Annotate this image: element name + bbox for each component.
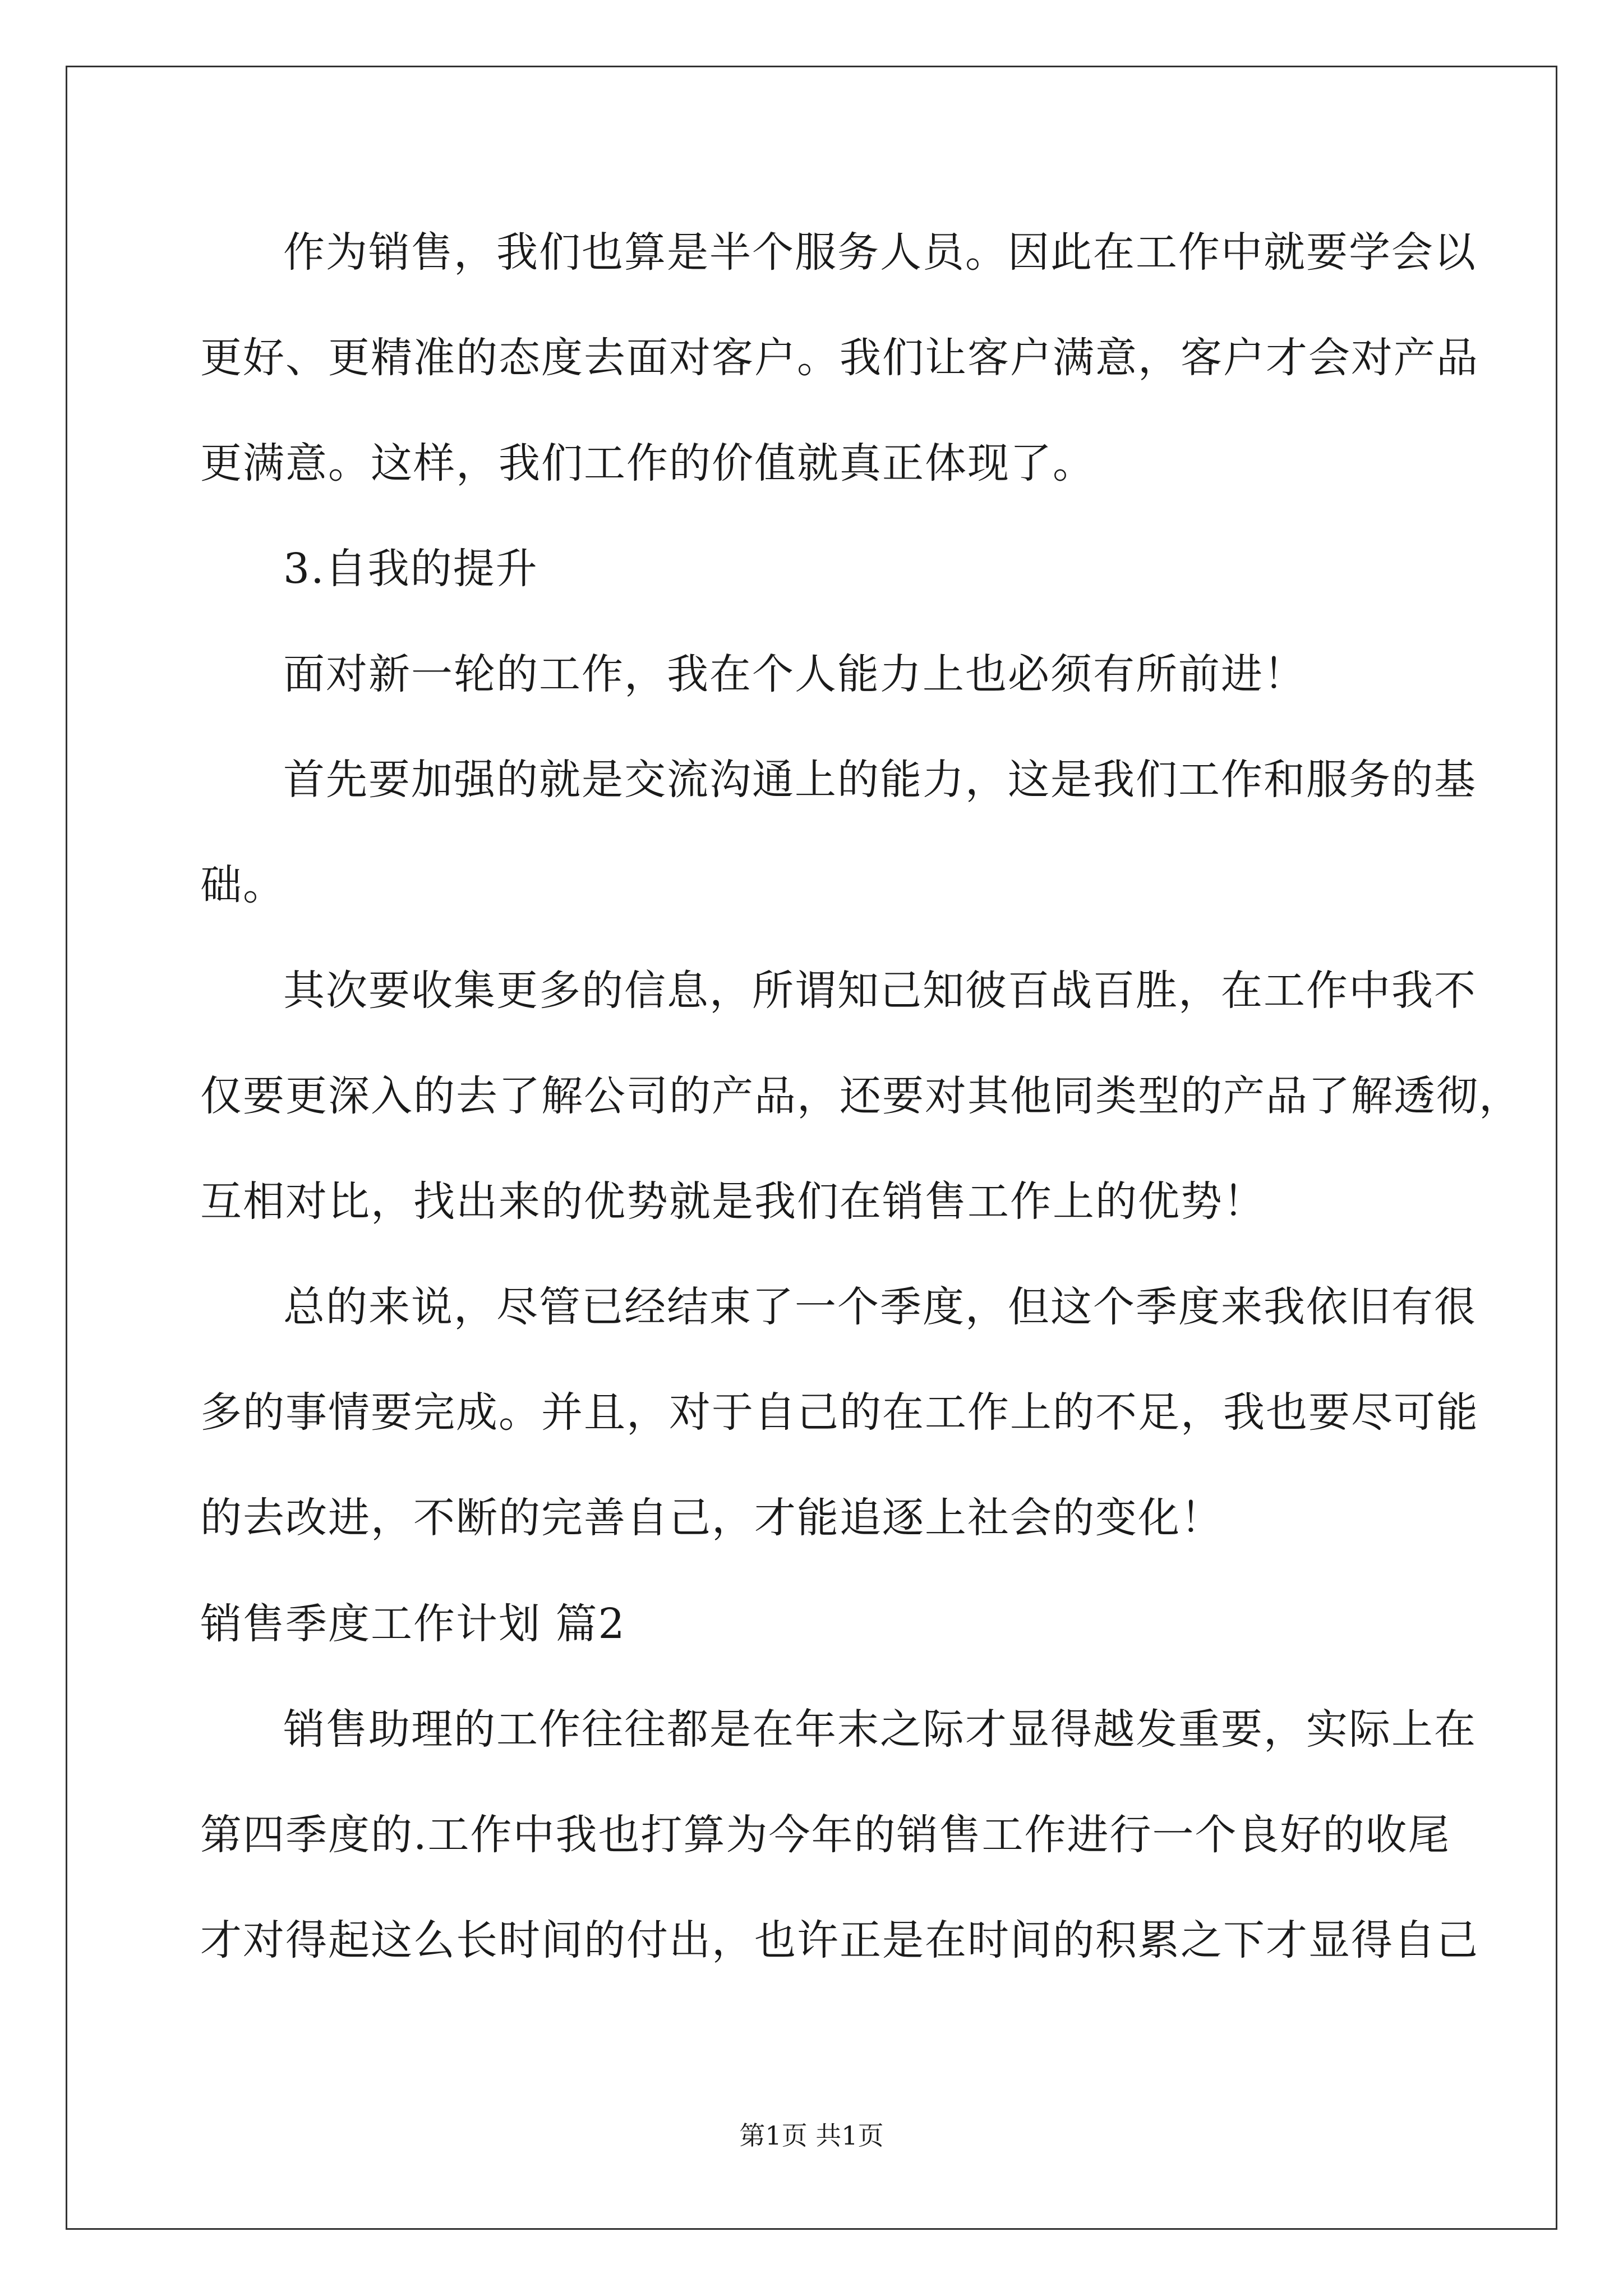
page-number: 第1页 共1页 — [739, 2120, 884, 2151]
paragraph-line: 互相对比，找出来的优势就是我们在销售工作上的优势！ — [200, 1177, 1266, 1226]
paragraph-line: 作为销售，我们也算是半个服务人员。因此在工作中就要学会以 — [283, 228, 1477, 277]
paragraph-line: 仅要更深入的去了解公司的产品，还要对其他同类型的产品了解透彻， — [200, 1072, 1521, 1120]
paragraph-line: 其次要收集更多的信息，所谓知己知彼百战百胜，在工作中我不 — [283, 967, 1477, 1015]
paragraph-line: 多的事情要完成。并且，对于自己的在工作上的不足，我也要尽可能 — [200, 1388, 1479, 1437]
paragraph-line: 总的来说，尽管已经结束了一个季度，但这个季度来我依旧有很 — [283, 1283, 1477, 1331]
paragraph-line: 第四季度的.工作中我也打算为今年的销售工作进行一个良好的收尾 — [200, 1811, 1451, 1859]
section-heading: 3.自我的提升 — [283, 545, 538, 593]
page-border — [66, 66, 1557, 2230]
paragraph-line: 销售助理的工作往往都是在年末之际才显得越发重要，实际上在 — [283, 1705, 1477, 1754]
paragraph-line: 面对新一轮的工作，我在个人能力上也必须有所前进！ — [283, 650, 1306, 698]
article-title: 销售季度工作计划 篇2 — [200, 1600, 626, 1648]
paragraph-line: 首先要加强的就是交流沟通上的能力，这是我们工作和服务的基 — [283, 756, 1477, 804]
paragraph-line: 更好、更精准的态度去面对客户。我们让客户满意，客户才会对产品 — [200, 334, 1479, 382]
paragraph-line: 的去改进，不断的完善自己，才能追逐上社会的变化！ — [200, 1494, 1223, 1542]
paragraph-line: 础。 — [200, 861, 285, 909]
paragraph-line: 更满意。这样，我们工作的价值就真正体现了。 — [200, 439, 1095, 487]
paragraph-line: 才对得起这么长时间的付出，也许正是在时间的积累之下才显得自己 — [200, 1916, 1479, 1964]
